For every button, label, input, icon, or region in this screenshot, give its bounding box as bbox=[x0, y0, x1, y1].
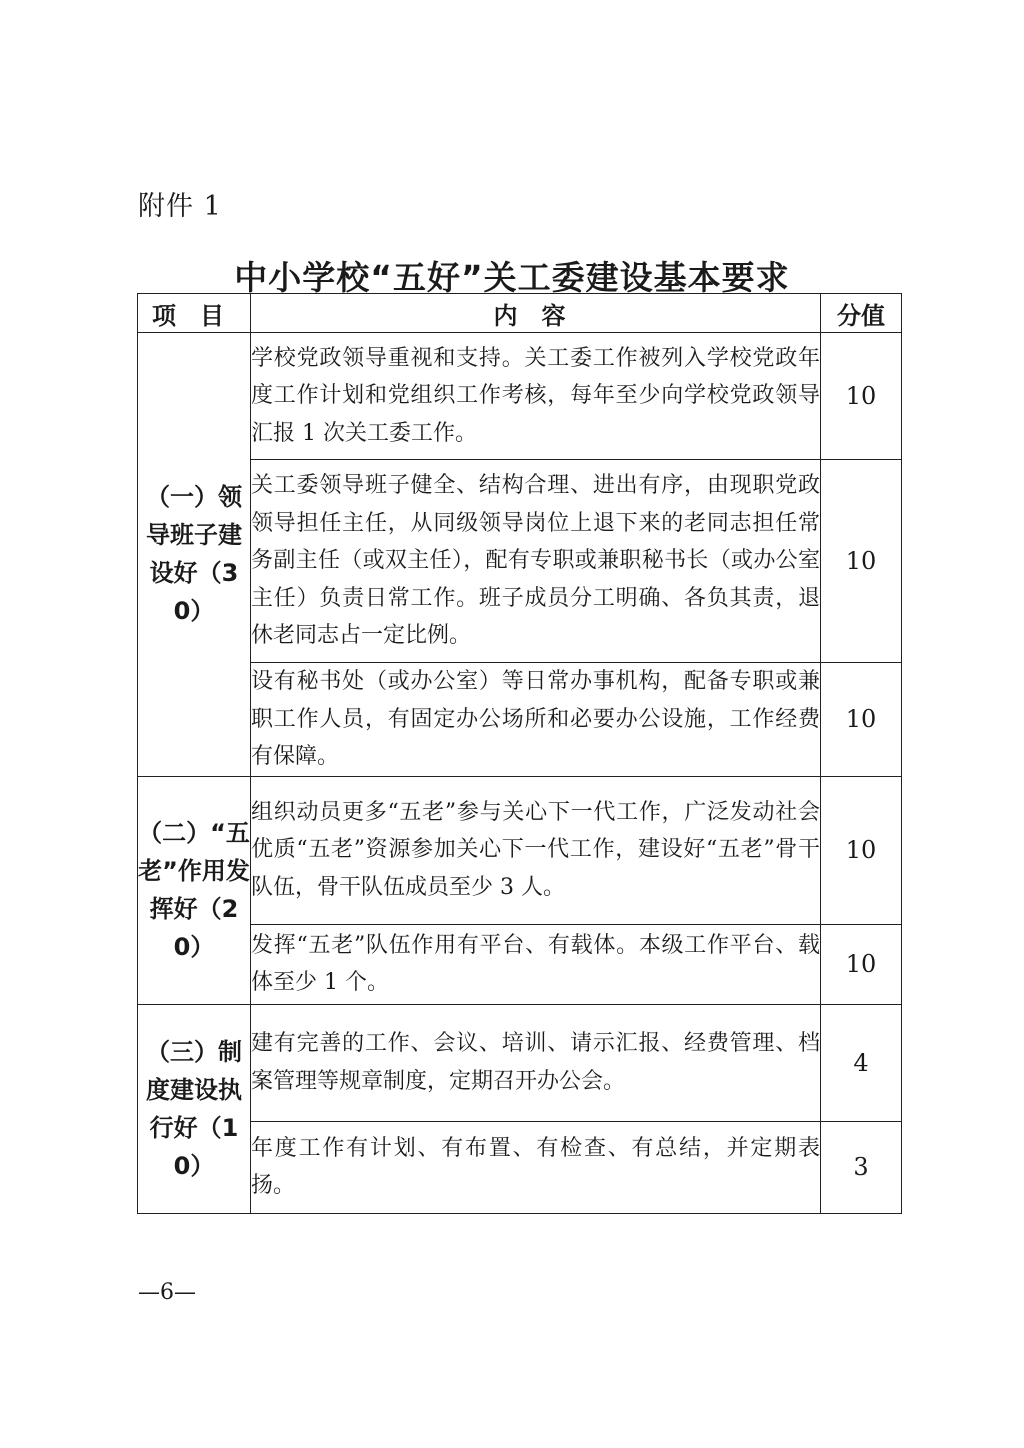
score-cell: 3 bbox=[821, 1121, 902, 1213]
score-cell: 10 bbox=[821, 333, 902, 460]
table-row bbox=[138, 460, 902, 663]
page-number: —6— bbox=[138, 1280, 196, 1305]
content-cell: 设有秘书处（或办公室）等日常办事机构，配备专职或兼职工作人员，有固定办公场所和必要办公设施，工作经费有保障。 bbox=[251, 663, 821, 777]
table-row bbox=[138, 333, 902, 460]
header-item: 项目 bbox=[138, 294, 251, 333]
header-content: 内容 bbox=[251, 294, 821, 333]
table-row bbox=[138, 1121, 902, 1213]
content-cell: 学校党政领导重视和支持。关工委工作被列入学校党政年度工作计划和党组织工作考核，每年至少向学校党政领导汇报 1 次关工委工作。 bbox=[251, 333, 821, 460]
requirements-table bbox=[137, 293, 902, 1214]
score-cell: 10 bbox=[821, 663, 902, 777]
score-cell: 4 bbox=[821, 1004, 902, 1121]
table-row bbox=[138, 776, 902, 924]
content-cell: 建有完善的工作、会议、培训、请示汇报、经费管理、档案管理等规章制度，定期召开办公会。 bbox=[251, 1004, 821, 1121]
category-cell: （二）“五老”作用发挥好（20） bbox=[138, 776, 251, 1004]
category-cell: （三）制度建设执行好（10） bbox=[138, 1004, 251, 1213]
content-cell: 关工委领导班子健全、结构合理、进出有序，由现职党政领导担任主任，从同级领导岗位上退下来的老同志担任常务副主任（或双主任），配有专职或兼职秘书长（或办公室主任）负责日常工作。班子成员分工明确、各负其责，退休老同志占一定比例。 bbox=[251, 460, 821, 663]
table-row bbox=[138, 924, 902, 1004]
content-cell: 组织动员更多“五老”参与关心下一代工作，广泛发动社会优质“五老”资源参加关心下一代工作，建设好“五老”骨干队伍，骨干队伍成员至少 3 人。 bbox=[251, 776, 821, 924]
attachment-label: 附件 1 bbox=[138, 191, 222, 222]
document-title: 中小学校“五好”关工委建设基本要求 bbox=[234, 258, 790, 297]
content-cell: 年度工作有计划、有布置、有检查、有总结，并定期表扬。 bbox=[251, 1121, 821, 1213]
score-cell: 10 bbox=[821, 776, 902, 924]
table-row bbox=[138, 1004, 902, 1121]
category-cell: （一）领导班子建设好（30） bbox=[138, 333, 251, 777]
header-score: 分值 bbox=[821, 294, 902, 333]
score-cell: 10 bbox=[821, 460, 902, 663]
content-cell: 发挥“五老”队伍作用有平台、有载体。本级工作平台、载体至少 1 个。 bbox=[251, 924, 821, 1004]
table-header-row bbox=[138, 294, 902, 333]
score-cell: 10 bbox=[821, 924, 902, 1004]
table-row bbox=[138, 663, 902, 777]
